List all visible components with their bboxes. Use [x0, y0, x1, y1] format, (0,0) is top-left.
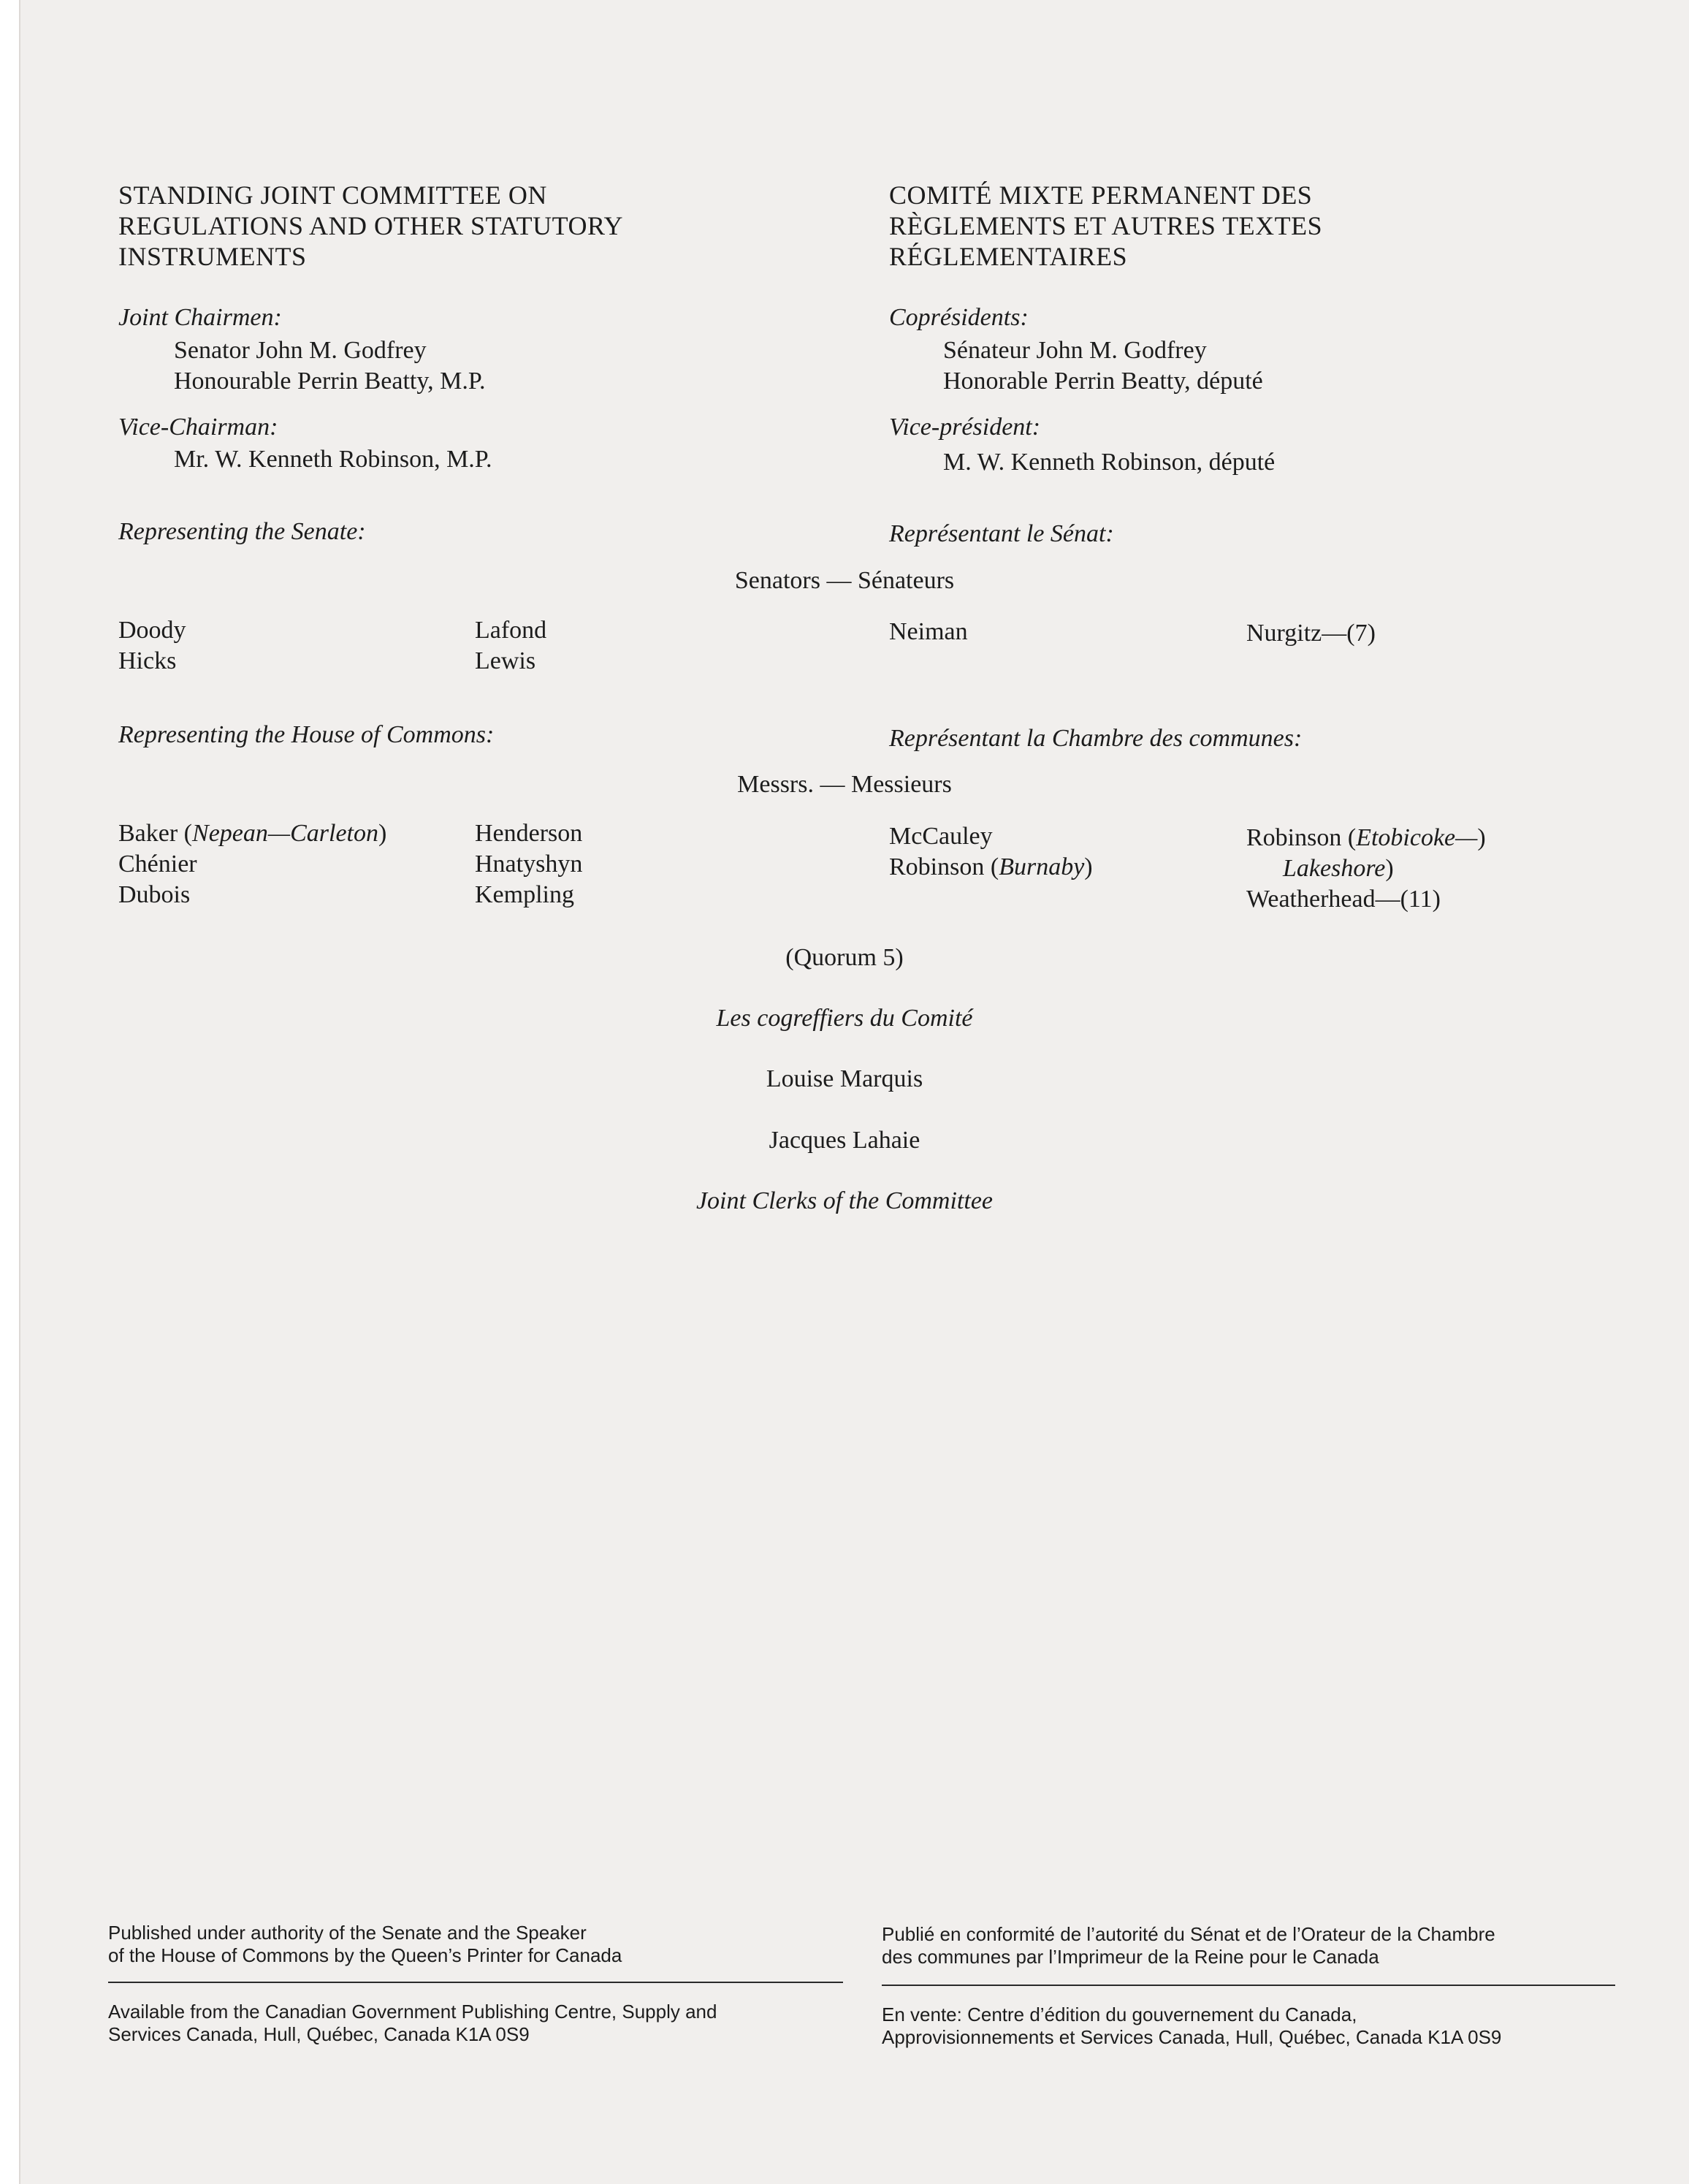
- footer-line: En vente: Centre d’édition du gouvernement du Canada,: [882, 2004, 1357, 2025]
- quorum: (Quorum 5): [785, 944, 904, 971]
- representing-senate-label: Representing the Senate:: [118, 518, 366, 545]
- joint-clerks-label: Joint Clerks of the Committee: [695, 1187, 994, 1214]
- senator-name: Lafond: [475, 617, 547, 644]
- vice-chairman-name: Mr. W. Kenneth Robinson, M.P.: [174, 446, 492, 473]
- vice-president-name: M. W. Kenneth Robinson, député: [943, 449, 1276, 476]
- footer-line: des communes par l’Imprimeur de la Reine pour le Canada: [882, 1946, 1379, 1968]
- footer-line: Approvisionnements et Services Canada, Hull, Québec, Canada K1A 0S9: [882, 2026, 1502, 2048]
- available-en: [108, 2001, 717, 2046]
- senators-col-1: [118, 615, 186, 677]
- commons-col-2: [475, 818, 582, 910]
- copresidents-label: Coprésidents:: [889, 304, 1029, 331]
- representant-chambre-label: Représentant la Chambre des communes:: [889, 725, 1303, 752]
- senator-name: Neiman: [889, 618, 968, 645]
- member-name-continued: Lakeshore): [1283, 855, 1394, 882]
- footer-line: Published under authority of the Senate and the Speaker: [108, 1922, 587, 1944]
- published-en: [108, 1922, 622, 1967]
- commons-col-3: [889, 821, 1093, 883]
- footer-line: Publié en conformité de l’autorité du Sénat et de l’Orateur de la Chambre: [882, 1923, 1495, 1945]
- member-name: Robinson (Etobicoke—): [1246, 824, 1486, 851]
- member-name: Hnatyshyn: [475, 851, 583, 878]
- chair-name: Honorable Perrin Beatty, député: [943, 368, 1263, 395]
- footer-divider-en: [108, 1982, 843, 1983]
- representing-commons-label: Representing the House of Commons:: [118, 721, 495, 748]
- member-name: McCauley: [889, 823, 993, 850]
- title-line: RÈGLEMENTS ET AUTRES TEXTES: [889, 211, 1323, 240]
- member-name: Henderson: [475, 820, 583, 847]
- vice-chairman-label: Vice-Chairman:: [118, 414, 278, 441]
- committee-title-en: [118, 180, 623, 272]
- joint-chairmen-label: Joint Chairmen:: [118, 304, 282, 331]
- available-fr: [882, 2004, 1501, 2049]
- title-line: INSTRUMENTS: [118, 242, 307, 271]
- member-name: Weatherhead—(11): [1246, 886, 1441, 913]
- senator-name: Nurgitz—(7): [1246, 620, 1376, 647]
- footer-divider-fr: [882, 1985, 1615, 1986]
- chair-name: Honourable Perrin Beatty, M.P.: [174, 368, 486, 395]
- member-name: Kempling: [475, 881, 574, 908]
- title-line: COMITÉ MIXTE PERMANENT DES: [889, 180, 1313, 210]
- committee-title-fr: [889, 180, 1322, 272]
- senator-name: Doody: [118, 617, 186, 644]
- joint-chairmen-names: [174, 335, 486, 397]
- senators-col-2: [475, 615, 546, 677]
- member-name: Chénier: [118, 851, 197, 878]
- cogreffiers-label: Les cogreffiers du Comité: [716, 1005, 973, 1032]
- chair-name: Sénateur John M. Godfrey: [943, 337, 1207, 364]
- commons-col-4: [1246, 823, 1486, 915]
- chair-name: Senator John M. Godfrey: [174, 337, 427, 364]
- senators-col-4: [1246, 618, 1376, 649]
- footer-line: of the House of Commons by the Queen’s Printer for Canada: [108, 1944, 622, 1966]
- representant-senat-label: Représentant le Sénat:: [889, 520, 1114, 547]
- member-name: Dubois: [118, 881, 191, 908]
- senator-name: Hicks: [118, 647, 177, 674]
- commons-col-1: [118, 818, 386, 910]
- footer-line: Services Canada, Hull, Québec, Canada K1A 0S9: [108, 2023, 530, 2045]
- messrs-heading: Messrs. — Messieurs: [737, 771, 952, 798]
- member-name: Robinson (Burnaby): [889, 853, 1093, 880]
- published-fr: [882, 1923, 1495, 1968]
- senator-name: Lewis: [475, 647, 536, 674]
- senators-col-3: [889, 617, 968, 647]
- vice-president-label: Vice-président:: [889, 414, 1041, 441]
- title-line: RÉGLEMENTAIRES: [889, 242, 1128, 271]
- senators-heading: Senators — Sénateurs: [734, 567, 955, 594]
- clerk-name: Louise Marquis: [766, 1065, 923, 1092]
- title-line: STANDING JOINT COMMITTEE ON: [118, 180, 547, 210]
- member-name: Baker (Nepean—Carleton): [118, 820, 387, 847]
- clerk-name: Jacques Lahaie: [769, 1127, 920, 1154]
- copresidents-names: [943, 335, 1263, 397]
- footer-line: Available from the Canadian Government Publishing Centre, Supply and: [108, 2001, 717, 2023]
- title-line: REGULATIONS AND OTHER STATUTORY: [118, 211, 623, 240]
